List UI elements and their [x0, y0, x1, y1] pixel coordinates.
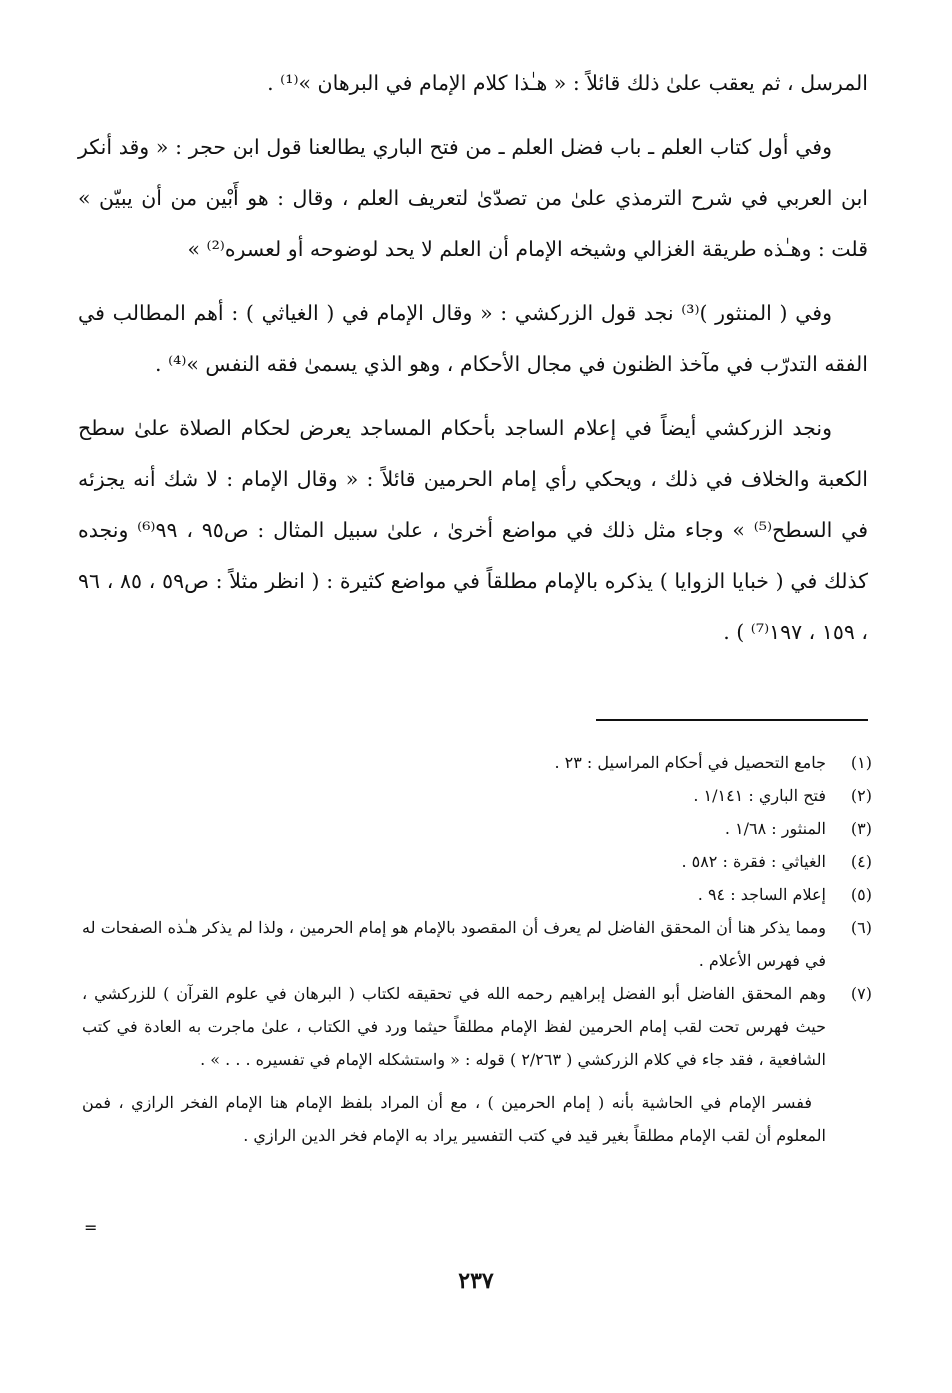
paragraph-1: المرسل ، ثم يعقب علىٰ ذلك قائلاً : « هـٰذا كلام الإمام في البرهان »⁽¹⁾ . [267, 71, 868, 95]
footnote-6 [82, 911, 872, 977]
footnote-number: (٢) [850, 786, 872, 805]
footnotes [82, 746, 872, 1152]
footnote-text: المنثور : ١/٦٨ . [724, 819, 826, 838]
footnote-4 [82, 845, 872, 878]
footnote-number: (٧) [850, 984, 872, 1003]
footnote-number: (٣) [850, 819, 872, 838]
paragraph-3: وفي ( المنثور )⁽³⁾ نجد قول الزركشي : « وقال الإمام في ( الغياثي ) : أهم المطالب في الفقه التدرّب في مآخذ الظنون في مجال الأحكام ، وهو الذي يسمىٰ فقه النفس »⁽⁴⁾ . [78, 301, 868, 376]
footnote-continuation: ففسر الإمام في الحاشية بأنه ( إمام الحرمين ) ، مع أن المراد بلفظ الإمام هنا الإمام الفخر الرازي ، فمن المعلوم أن لقب الإمام مطلقاً بغير قيد في كتب التفسير يراد به الإمام فخر الدين الرازي . [82, 1093, 826, 1145]
paragraph-4: ونجد الزركشي أيضاً في إعلام الساجد بأحكام المساجد يعرض لحكام الصلاة علىٰ سطح الكعبة والخلاف في ذلك ، ويحكي رأي إمام الحرمين قائلاً : « وقال الإمام : لا شك أنه يجزئه في السطح⁽⁵⁾ » وجاء مثل ذلك في مواضع أخرىٰ ، علىٰ سبيل المثال : ص٩٥ ، ٩٩⁽⁶⁾ ونجده كذلك في ( خبايا الزوايا ) يذكره بالإمام مطلقاً في مواضع كثيرة : ( انظر مثلاً : ص٥٩ ، ٨٥ ، ٩٦ ، ١٥٩ ، ١٩٧⁽⁷⁾ ) . [78, 416, 868, 644]
footnote-number: (٦) [850, 918, 872, 937]
footnote-text: الغياثي : فقرة : ٥٨٢ . [681, 852, 826, 871]
footnote-number: (٥) [850, 885, 872, 904]
paragraph-2: وفي أول كتاب العلم ـ باب فضل العلم ـ من فتح الباري يطالعنا قول ابن حجر : « وقد أنكر ابن العربي في شرح الترمذي علىٰ من تصدّىٰ لتعريف العلم ، وقال : هو أَبْين من أن يبيّن » قلت : وهـٰذه طريقة الغزالي وشيخه الإمام أن العلم لا يحد لوضوحه أو لعسره⁽²⁾ » [78, 135, 868, 261]
footnote-text: فتح الباري : ١/١٤١ . [693, 786, 826, 805]
footnote-text: جامع التحصيل في أحكام المراسيل : ٢٣ . [554, 753, 826, 772]
footnote-text: ومما يذكر هنا أن المحقق الفاضل لم يعرف أن المقصود بالإمام هو إمام الحرمين ، ولذا لم يذكر هـٰذه الصفحات له في فهرس الأعلام . [82, 918, 826, 970]
footnote-number: (٤) [850, 852, 872, 871]
continuation-mark: = [84, 1218, 98, 1237]
footnote-number: (١) [850, 753, 872, 772]
footnote-7 [82, 977, 872, 1076]
footnote-text: إعلام الساجد : ٩٤ . [697, 885, 826, 904]
footnote-5 [82, 878, 872, 911]
footnote-1 [82, 746, 872, 779]
page-number: ٢٣٧ [458, 1268, 494, 1294]
footnote-separator [596, 719, 868, 721]
footnote-text: وهم المحقق الفاضل أبو الفضل إبراهيم رحمه الله في تحقيقه لكتاب ( البرهان في علوم القرآن ) للزركشي ، حيث فهرس تحت لقب إمام الحرمين لفظ الإمام مطلقاً حيثما ورد في الكتاب ، علىٰ ماجرت به العادة في كتب الشافعية ، فقد جاء في كلام الزركشي ( ٢/٢٦٣ ) قوله : « واستشكله الإمام في تفسيره . . . » . [82, 984, 826, 1069]
footnote-3 [82, 812, 872, 845]
main-text [78, 58, 868, 658]
footnote-2 [82, 779, 872, 812]
